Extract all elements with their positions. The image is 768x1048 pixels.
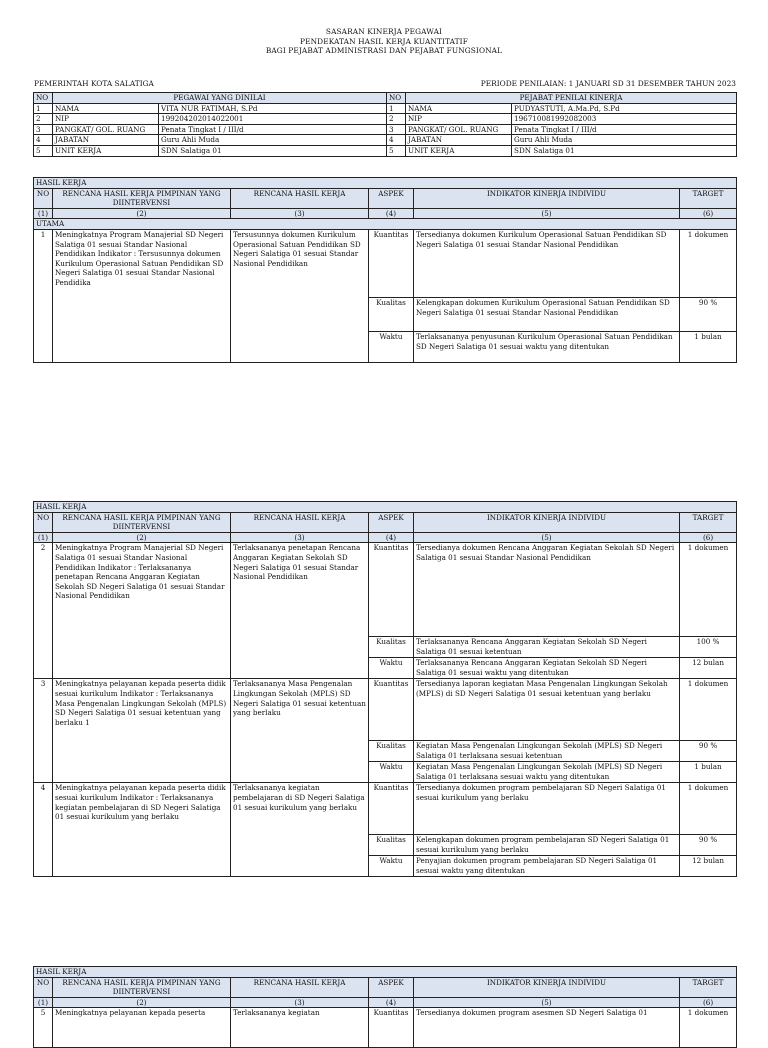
- rencana-hasil-kerja: Tersusunnya dokumen Kurikulum Operasional Satuan Pendidikan SD Negeri Salatiga 01 sesuai Standar Nasional Pendidikan: [231, 229, 369, 362]
- indikator-kinerja: Tersedianya laporan kegiatan Masa Pengenalan Lingkungan Sekolah (MPLS) di SD Negeri Salatiga 01 sesuai ketentuan yang berlaku: [414, 679, 680, 741]
- aspek: Kualitas: [369, 835, 414, 856]
- column-header: NO: [34, 977, 53, 997]
- rencana-hasil-kerja: Terlaksananya penetapan Rencana Anggaran Kegiatan Sekolah SD Negeri Salatiga 01 sesuai Standar Nasional Pendidikan: [231, 543, 369, 679]
- column-number: (3): [231, 997, 369, 1008]
- penilai-value: PUDYASTUTI, A.Ma.Pd, S.Pd: [512, 103, 737, 114]
- row-number: 5: [387, 145, 406, 156]
- aspek: Kuantitas: [369, 543, 414, 637]
- aspek: Kuantitas: [369, 1008, 414, 1048]
- pegawai-header-row: [34, 93, 737, 104]
- indikator-kinerja: Kegiatan Masa Pengenalan Lingkungan Sekolah (MPLS) SD Negeri Salatiga 01 terlaksana sesuai waktu yang ditentukan: [414, 762, 680, 783]
- indikator-kinerja: Tersedianya dokumen program pembelajaran SD Negeri Salatiga 01 sesuai kurikulum yang berlaku: [414, 783, 680, 835]
- instansi-label: PEMERINTAH KOTA SALATIGA: [34, 79, 154, 88]
- column-header: RENCANA HASIL KERJA PIMPINAN YANG DIINTERVENSI: [53, 188, 231, 208]
- row-number: 4: [387, 135, 406, 146]
- column-number: (6): [680, 532, 737, 543]
- target: 100 %: [680, 637, 737, 658]
- row-number: 1: [387, 103, 406, 114]
- target: 90 %: [680, 741, 737, 762]
- column-header: ASPEK: [369, 188, 414, 208]
- periode-label: PERIODE PENILAIAN: 1 JANUARI SD 31 DESEMBER TAHUN 2023: [480, 79, 736, 88]
- column-header: TARGET: [680, 512, 737, 532]
- header-subtitle: PENDEKATAN HASIL KERJA KUANTITATIF: [300, 36, 468, 46]
- no-header: NO: [34, 93, 53, 104]
- column-header: TARGET: [680, 977, 737, 997]
- field-label: PANGKAT/ GOL. RUANG: [406, 124, 512, 135]
- header-subtitle-2: BAGI PEJABAT ADMINISTRASI DAN PEJABAT FUNGSIONAL: [265, 46, 503, 55]
- indikator-kinerja: Penyajian dokumen program pembelajaran SD Negeri Salatiga 01 sesuai waktu yang ditentukan: [414, 856, 680, 877]
- target: 1 dokumen: [680, 543, 737, 637]
- column-header: ASPEK: [369, 512, 414, 532]
- aspek: Waktu: [369, 331, 414, 362]
- indikator-row: [34, 783, 737, 835]
- target: 1 dokumen: [680, 783, 737, 835]
- pegawai-value: Guru Ahli Muda: [159, 135, 387, 146]
- column-header: RENCANA HASIL KERJA PIMPINAN YANG DIINTERVENSI: [53, 512, 231, 532]
- column-number: (3): [231, 208, 369, 219]
- column-number: (6): [680, 208, 737, 219]
- utama-row: [34, 219, 737, 230]
- target: 90 %: [680, 835, 737, 856]
- pegawai-table: [33, 92, 737, 157]
- pegawai-row: [34, 103, 737, 114]
- column-number: (3): [231, 532, 369, 543]
- target: 1 dokumen: [680, 229, 737, 297]
- column-number: (5): [414, 997, 680, 1008]
- column-header: INDIKATOR KINERJA INDIVIDU: [414, 188, 680, 208]
- target: 1 dokumen: [680, 679, 737, 741]
- indikator-kinerja: Kelengkapan dokumen Kurikulum Operasional Satuan Pendidikan SD Negeri Salatiga 01 sesuai Standar Nasional Pendidikan: [414, 297, 680, 331]
- rencana-hasil-kerja: Terlaksananya kegiatan: [231, 1008, 369, 1048]
- pegawai-dinilai-header: PEGAWAI YANG DINILAI: [53, 93, 387, 104]
- item-number: 5: [34, 1008, 53, 1048]
- column-header-row: [34, 512, 737, 532]
- field-label: JABATAN: [53, 135, 159, 146]
- aspek: Kuantitas: [369, 783, 414, 835]
- column-header: RENCANA HASIL KERJA PIMPINAN YANG DIINTERVENSI: [53, 977, 231, 997]
- row-number: 3: [34, 124, 53, 135]
- column-header: TARGET: [680, 188, 737, 208]
- rencana-pimpinan: Meningkatnya pelayanan kepada peserta: [53, 1008, 231, 1048]
- indikator-row: [34, 229, 737, 297]
- column-header: ASPEK: [369, 977, 414, 997]
- field-label: PANGKAT/ GOL. RUANG: [53, 124, 159, 135]
- column-number-row: [34, 532, 737, 543]
- rencana-pimpinan: Meningkatnya pelayanan kepada peserta didik sesuai kurikulum Indikator : Terlaksananya Masa Pengenalan Lingkungan Sekolah (MPLS) SD Negeri Salatiga 01 sesuai ketentuan yang berlaku 1: [53, 679, 231, 783]
- indikator-row: [34, 1008, 737, 1048]
- utama-label: UTAMA: [34, 219, 737, 230]
- field-label: NIP: [53, 114, 159, 125]
- item-number: 3: [34, 679, 53, 783]
- target: 1 bulan: [680, 331, 737, 362]
- penilai-header: PEJABAT PENILAI KINERJA: [406, 93, 737, 104]
- target: 1 dokumen: [680, 1008, 737, 1048]
- indikator-kinerja: Terlaksananya Rencana Anggaran Kegiatan Sekolah SD Negeri Salatiga 01 sesuai waktu yang ditentukan: [414, 658, 680, 679]
- row-number: 4: [34, 135, 53, 146]
- penilai-value: Guru Ahli Muda: [512, 135, 737, 146]
- field-label: UNIT KERJA: [406, 145, 512, 156]
- header-title: SASARAN KINERJA PEGAWAI: [325, 27, 443, 36]
- pegawai-value: 199204202014022001: [159, 114, 387, 125]
- indikator-kinerja: Kelengkapan dokumen program pembelajaran SD Negeri Salatiga 01 sesuai kurikulum yang berlaku: [414, 835, 680, 856]
- indikator-kinerja: Tersedianya dokumen Rencana Anggaran Kegiatan Sekolah SD Negeri Salatiga 01 sesuai Standar Nasional Pendidikan: [414, 543, 680, 637]
- indikator-kinerja: Terlaksananya penyusunan Kurikulum Operasional Satuan Pendidikan SD Negeri Salatiga 01 sesuai waktu yang ditentukan: [414, 331, 680, 362]
- pegawai-row: [34, 145, 737, 156]
- target: 90 %: [680, 297, 737, 331]
- column-header: INDIKATOR KINERJA INDIVIDU: [414, 512, 680, 532]
- section-title-row: [34, 967, 737, 978]
- pegawai-value: Penata Tingkat I / III/d: [159, 124, 387, 135]
- aspek: Kualitas: [369, 637, 414, 658]
- indikator-kinerja: Tersedianya dokumen Kurikulum Operasional Satuan Pendidikan SD Negeri Salatiga 01 sesuai Standar Nasional Pendidikan: [414, 229, 680, 297]
- field-label: NAMA: [406, 103, 512, 114]
- section-title: HASIL KERJA: [34, 502, 737, 513]
- hasil-kerja-table: [33, 501, 737, 877]
- item-number: 1: [34, 229, 53, 362]
- section-title-row: [34, 502, 737, 513]
- column-number-row: [34, 208, 737, 219]
- indikator-kinerja: Terlaksananya Rencana Anggaran Kegiatan Sekolah SD Negeri Salatiga 01 sesuai ketentuan: [414, 637, 680, 658]
- column-number-row: [34, 997, 737, 1008]
- column-header: RENCANA HASIL KERJA: [231, 188, 369, 208]
- target: 12 bulan: [680, 856, 737, 877]
- column-header: INDIKATOR KINERJA INDIVIDU: [414, 977, 680, 997]
- document-header: [0, 27, 768, 56]
- hasil-kerja-table: [33, 177, 737, 363]
- field-label: NAMA: [53, 103, 159, 114]
- rencana-pimpinan: Meningkatnya Program Manajerial SD Negeri Salatiga 01 sesuai Standar Nasional Pendidikan Indikator : Tersusunnya dokumen Kurikulum Operasional Satuan Pendidikan SD Negeri Salatiga 01 sesuai Standar Nasional Pendidika: [53, 229, 231, 362]
- column-number: (1): [34, 532, 53, 543]
- column-number: (2): [53, 208, 231, 219]
- column-number: (4): [369, 208, 414, 219]
- pegawai-row: [34, 135, 737, 146]
- column-number: (4): [369, 532, 414, 543]
- column-number: (5): [414, 208, 680, 219]
- section-title: HASIL KERJA: [34, 967, 737, 978]
- aspek: Waktu: [369, 856, 414, 877]
- indikator-kinerja: Tersedianya dokumen program asesmen SD Negeri Salatiga 01: [414, 1008, 680, 1048]
- aspek: Kuantitas: [369, 679, 414, 741]
- column-number: (2): [53, 532, 231, 543]
- column-number: (2): [53, 997, 231, 1008]
- aspek: Kualitas: [369, 741, 414, 762]
- column-header: NO: [34, 512, 53, 532]
- indikator-row: [34, 679, 737, 741]
- section-title-row: [34, 178, 737, 189]
- indikator-kinerja: Kegiatan Masa Pengenalan Lingkungan Sekolah (MPLS) SD Negeri Salatiga 01 terlaksana sesuai ketentuan: [414, 741, 680, 762]
- aspek: Waktu: [369, 762, 414, 783]
- penilai-value: SDN Salatiga 01: [512, 145, 737, 156]
- column-header: NO: [34, 188, 53, 208]
- penilai-value: Penata Tingkat I / III/d: [512, 124, 737, 135]
- rencana-pimpinan: Meningkatnya Program Manajerial SD Negeri Salatiga 01 sesuai Standar Nasional Pendidikan Indikator : Terlaksananya penetapan Rencana Anggaran Kegiatan Sekolah SD Negeri Salatiga 01 sesuai Standar Nasional Pendidikan: [53, 543, 231, 679]
- column-header: RENCANA HASIL KERJA: [231, 512, 369, 532]
- target: 1 bulan: [680, 762, 737, 783]
- target: 12 bulan: [680, 658, 737, 679]
- aspek: Waktu: [369, 658, 414, 679]
- column-header-row: [34, 188, 737, 208]
- rencana-hasil-kerja: Terlaksananya kegiatan pembelajaran di SD Negeri Salatiga 01 sesuai kurikulum yang berlaku: [231, 783, 369, 877]
- field-label: NIP: [406, 114, 512, 125]
- column-number: (5): [414, 532, 680, 543]
- rencana-pimpinan: Meningkatnya pelayanan kepada peserta didik sesuai kurikulum Indikator : Terlaksananya kegiatan pembelajaran di SD Negeri Salatiga 01 sesuai kurikulum yang berlaku: [53, 783, 231, 877]
- column-number: (1): [34, 208, 53, 219]
- pegawai-row: [34, 114, 737, 125]
- item-number: 2: [34, 543, 53, 679]
- row-number: 3: [387, 124, 406, 135]
- row-number: 1: [34, 103, 53, 114]
- pegawai-row: [34, 124, 737, 135]
- rencana-hasil-kerja: Terlaksananya Masa Pengenalan Lingkungan Sekolah (MPLS) SD Negeri Salatiga 01 sesuai ketentuan yang berlaku: [231, 679, 369, 783]
- aspek: Kuantitas: [369, 229, 414, 297]
- column-header-row: [34, 977, 737, 997]
- no-header: NO: [387, 93, 406, 104]
- pegawai-value: VITA NUR FATIMAH, S.Pd: [159, 103, 387, 114]
- indikator-row: [34, 543, 737, 637]
- column-number: (6): [680, 997, 737, 1008]
- column-number: (1): [34, 997, 53, 1008]
- field-label: UNIT KERJA: [53, 145, 159, 156]
- column-number: (4): [369, 997, 414, 1008]
- penilai-value: 196710081992082003: [512, 114, 737, 125]
- aspek: Kualitas: [369, 297, 414, 331]
- column-header: RENCANA HASIL KERJA: [231, 977, 369, 997]
- row-number: 5: [34, 145, 53, 156]
- field-label: JABATAN: [406, 135, 512, 146]
- pegawai-value: SDN Salatiga 01: [159, 145, 387, 156]
- item-number: 4: [34, 783, 53, 877]
- section-title: HASIL KERJA: [34, 178, 737, 189]
- row-number: 2: [34, 114, 53, 125]
- row-number: 2: [387, 114, 406, 125]
- hasil-kerja-table: [33, 966, 737, 1048]
